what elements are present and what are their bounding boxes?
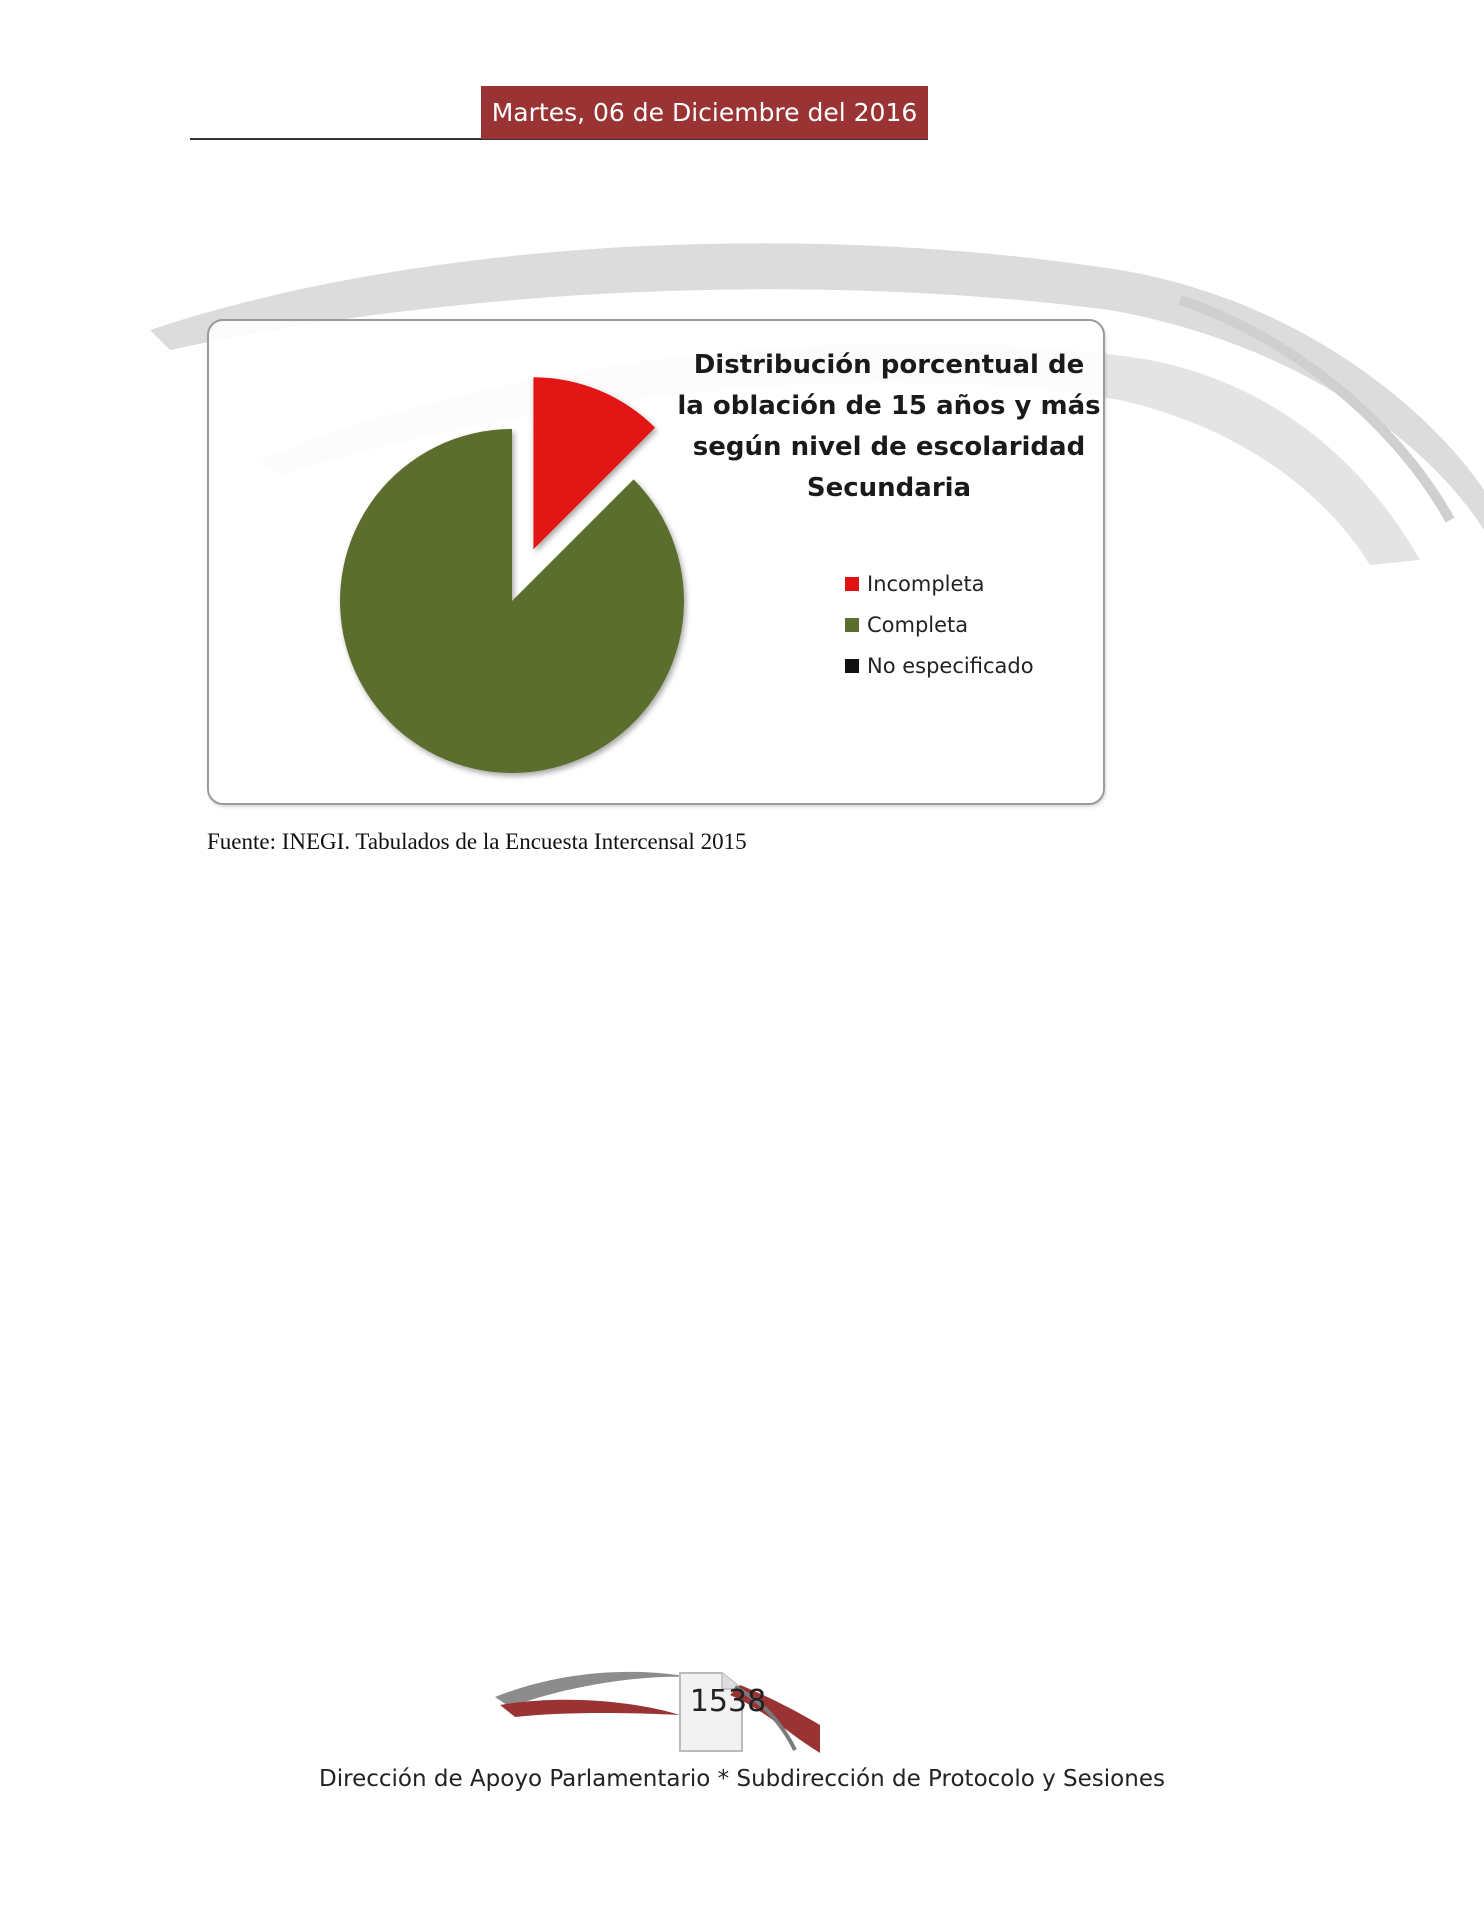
legend-swatch-incompleta xyxy=(845,577,859,591)
page-number: 1538 xyxy=(689,1684,767,1719)
footer-text: Dirección de Apoyo Parlamentario * Subdirección de Protocolo y Sesiones xyxy=(319,1766,1165,1792)
legend-swatch-completa xyxy=(845,618,859,632)
chart-legend xyxy=(845,563,1034,686)
legend-item-incompleta xyxy=(845,563,1034,604)
legend-label-completa: Completa xyxy=(867,612,969,637)
chart-title: Distribución porcentual de la oblación de 15 años y más según nivel de escolaridad Secundaria xyxy=(677,350,1101,503)
pie-slice-completa xyxy=(340,429,684,773)
legend-item-no-especificado xyxy=(845,645,1034,686)
chart-container xyxy=(207,319,1105,805)
source-note: Fuente: INEGI. Tabulados de la Encuesta Intercensal 2015 xyxy=(207,829,747,854)
header-date: Martes, 06 de Diciembre del 2016 xyxy=(491,98,918,127)
header-date-banner xyxy=(481,86,928,139)
footer-logo xyxy=(490,1655,830,1765)
legend-label-no-especificado: No especificado xyxy=(867,653,1034,678)
legend-item-completa xyxy=(845,604,1034,645)
legend-label-incompleta: Incompleta xyxy=(867,571,985,596)
legend-swatch-no-especificado xyxy=(845,659,859,673)
